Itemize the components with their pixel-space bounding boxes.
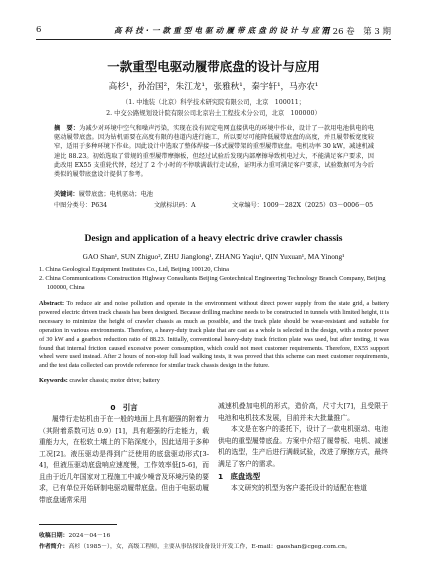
keywords-cn: [54, 189, 374, 198]
affiliation-en-1: 1. China Geological Equipment Institutes Co., Ltd, Beijing 100120, China: [39, 266, 229, 273]
section-heading-chassis: 1 底盘选型: [218, 472, 261, 481]
article-id: 文章编号：1009－282X（2025）03－0006－05: [232, 202, 374, 209]
abstract-en-label: Abstract:: [39, 300, 65, 307]
keywords-cn-text: 履带底盘；电机驱动；电池: [78, 191, 153, 198]
authors-cn: 高杉¹，孙治国²，朱江龙¹，张雅秋¹，秦宇轩¹，马亦农¹: [108, 82, 319, 92]
keywords-cn-label: 关键词：: [54, 191, 79, 198]
running-title: 高 科 技 · 一 款 重 型 电 驱 动 履 带 底 盘 的 设 计 与 应 用: [114, 26, 330, 35]
abstract-cn: [54, 124, 374, 179]
body-column-left: [39, 401, 209, 506]
body-paragraph: 减速机叠加电机的形式，造价高，尺寸大[7]，且受限于电池和电机技术发展，目前并未大批量推广。: [218, 402, 388, 422]
body-paragraph: 本文研究的机型为客户委托设计的适配在巷道: [231, 484, 367, 492]
document-code: 文献标识码：A: [154, 202, 196, 209]
keywords-en: [39, 377, 389, 384]
keywords-en-label: Keywords:: [39, 377, 68, 384]
footnote-author: [39, 541, 389, 550]
article-title-cn: 一款重型电驱动履带底盘的设计与应用: [107, 59, 320, 74]
author-bio: 高杉（1985－），女，高级工程师，主要从事钻探设备设计开发工作，E-mail：gaoshan@cgeg.com.cn。: [68, 544, 351, 550]
page-number: 6: [36, 25, 42, 35]
running-header: [36, 25, 391, 39]
class-number: 中图分类号：P634: [54, 202, 108, 209]
body-paragraph: 履带行走钻机由于在一般的地面上具有超强的附着力（其附着系数可达 0.9）[1]，具有超强的行走能力，载重能力大，在松软土壤上的下陷深度小，因此适用于多种工况[2]。液压驱动是得到广泛使用的底盘驱动形式[3-4]，但液压驱动底盘响应速度慢，工作效率低[5-6]，而且由于近几年国家对工程施工中减少噪音及环境污染的要求，已有单位开始研制电驱动履带底盘。但由于电驱动履带底盘通常采用: [39, 415, 209, 504]
affiliation-en-2: 2. China Communications Construction Highway Consultants Beijing Geotechnical Engineering Technology Branch Company, Beijing: [39, 275, 386, 282]
received-date: 2024－04－16: [68, 533, 111, 539]
footnote-rule: [39, 524, 117, 525]
affiliation-cn-1: （1. 中地装（北京）科学技术研究院有限公司，北京 100011；: [121, 99, 306, 106]
volume-issue: 第 26 卷 第 3 期: [321, 27, 391, 37]
body-column-right: [218, 401, 388, 495]
affiliation-en-2-cont: 100000, China: [39, 284, 85, 291]
affiliation-cn-2: 2. 中交公路规划设计院有限公司北京岩土工程技术分公司，北京 100000）: [106, 110, 321, 117]
abstract-cn-label: 摘 要：: [54, 125, 80, 132]
footnote-received: [39, 530, 389, 539]
received-label: 收稿日期：: [39, 532, 69, 539]
abstract-cn-text: 为减少对环境中空气和噪声污染，实现在没有固定电网直接供电的环境中作业，设计了一款用电池供电的电驱动履带底盘。因为钻机需要在高度有限的巷道内进行施工，所以要尽可能降低履带底盘的高度，并且履带板宽度较窄，适用于多种环境下作业。因此设计中选取了整体焊接一体式履带架的重型履带底盘。电机功率 30 kW，减速机减速比 88.23。初始选取了常规的重型履带摩擦板，但经过试验后发现内部摩擦导致机电过大，不能满足客户要求，因此改用 EX55 支重轮代替，经过了 2 个小时的不停歇满载行走试验，证明承力重可满足客户要求，试验数据可为今后类似的履带底盘设计提供了参考。: [54, 125, 375, 179]
authors-en: GAO Shan¹, SUN Zhiguo², ZHU Jianglong¹, ZHANG Yaqiu¹, QIN Yuxuan¹, MA Yinong¹: [82, 252, 345, 261]
body-paragraph: 本文是在客户的委托下，设计了一款电机驱动、电池供电的重型履带底盘。方案中介绍了履带板、电机、减速机的选型，生产后进行满载试验，改进了摩擦方式，最终满足了客户的需求。: [218, 425, 388, 468]
section-heading-intro: 0 引言: [110, 403, 138, 412]
article-title-en: Design and application of a heavy electric drive crawler chassis: [84, 233, 343, 244]
author-bio-label: 作者简介：: [39, 543, 69, 550]
abstract-en: [39, 300, 389, 371]
abstract-en-text: To reduce air and noise pollution and operate in the environment without direct power supply from the state grid, a battery powered electric driven track chassis has been designed. Because drilling machine needs to be constructed in tunnels with limited height, it is necessary to minimize the height of crawler chassis as much as possible, and the track plate should be wear-resistant and suitable for operation in various environments. Therefore, a heavy-duty track plate that are cast as a whole is selected in the design, with a motor power of 30 kW and a gearbox reduction ratio of 88.23. Initially, conventional heavy-duty track friction plate was used, but after testing, it was found that internal friction caused excessive power consumption, which could not meet customer requirements. Therefore, EX55 support wheel were used instead. After 2 hours of non-stop full load walking tests, it was proved that this scheme can meet customer requirements, and the test data collected can provide reference for similar track chassis design in the future.: [39, 300, 390, 370]
header-rule: [36, 39, 391, 40]
affiliations-en: [39, 265, 389, 292]
keywords-en-text: crawler chassis; motor drive; battery: [69, 377, 160, 384]
